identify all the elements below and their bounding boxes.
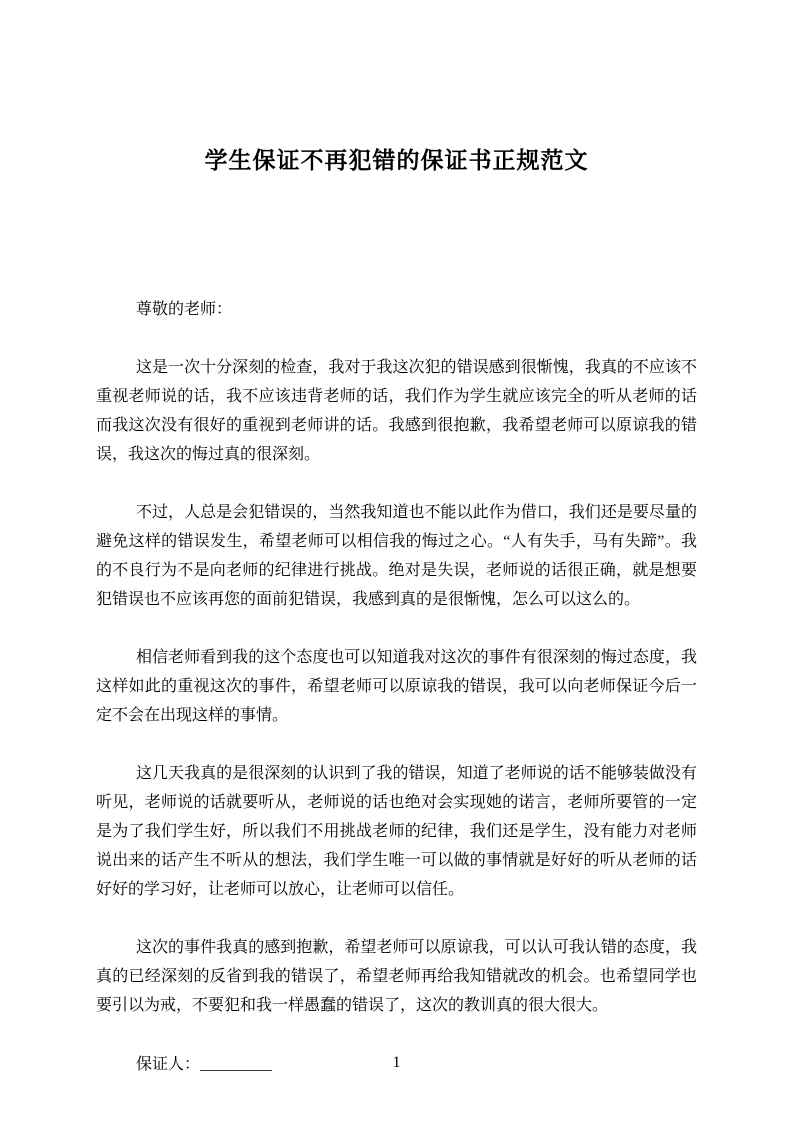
paragraph-3: 相信老师看到我的这个态度也可以知道我对这次的事件有很深刻的悔过态度，我这样如此的重视这次的事件，希望老师可以原谅我的错误，我可以向老师保证今后一定不会在出现这样的事情。 bbox=[96, 649, 697, 724]
page-number: 1 bbox=[392, 1054, 401, 1071]
paragraph-5: 这次的事件我真的感到抱歉，希望老师可以原谅我，可以认可我认错的态度，我真的已经深刻的反省到我的错误了，希望老师再给我知错就改的机会。也希望同学也要引以为戒，不要犯和我一样愚蠢的错误了，这次的教训真的很大很大。 bbox=[96, 939, 697, 1014]
paragraph-1: 这是一次十分深刻的检查，我对于我这次犯的错误感到很惭愧，我真的不应该不重视老师说的话，我不应该违背老师的话，我们作为学生就应该完全的听从老师的话而我这次没有很好的重视到老师讲的话。我感到很抱歉，我希望老师可以原谅我的错误，我这次的悔过真的很深刻。 bbox=[96, 359, 697, 463]
paragraph-4: 这几天我真的是很深刻的认识到了我的错误，知道了老师说的话不能够装做没有听见，老师说的话就要听从，老师说的话也绝对会实现她的诺言，老师所要管的一定是为了我们学生好，所以我们不用挑战老师的纪律，我们还是学生，没有能力对老师说出来的话产生不听从的想法，我们学生唯一可以做的事情就是好好的听从老师的话好好的学习好，让老师可以放心，让老师可以信任。 bbox=[96, 765, 697, 898]
salutation: 尊敬的老师： bbox=[136, 301, 233, 318]
paragraph-2: 不过，人总是会犯错误的，当然我知道也不能以此作为借口，我们还是要尽量的避免这样的错误发生，希望老师可以相信我的悔过之心。“人有失手，马有失蹄”。我的不良行为不是向老师的纪律进行挑战。绝对是失误，老师说的话很正确，就是想要犯错误也不应该再您的面前犯错误，我感到真的是很惭愧，怎么可以这么的。 bbox=[96, 504, 697, 608]
document-body bbox=[96, 295, 697, 1079]
document-title: 学生保证不再犯错的保证书正规范文 bbox=[204, 148, 589, 173]
signature-line: 保证人：_________ bbox=[136, 1056, 273, 1073]
